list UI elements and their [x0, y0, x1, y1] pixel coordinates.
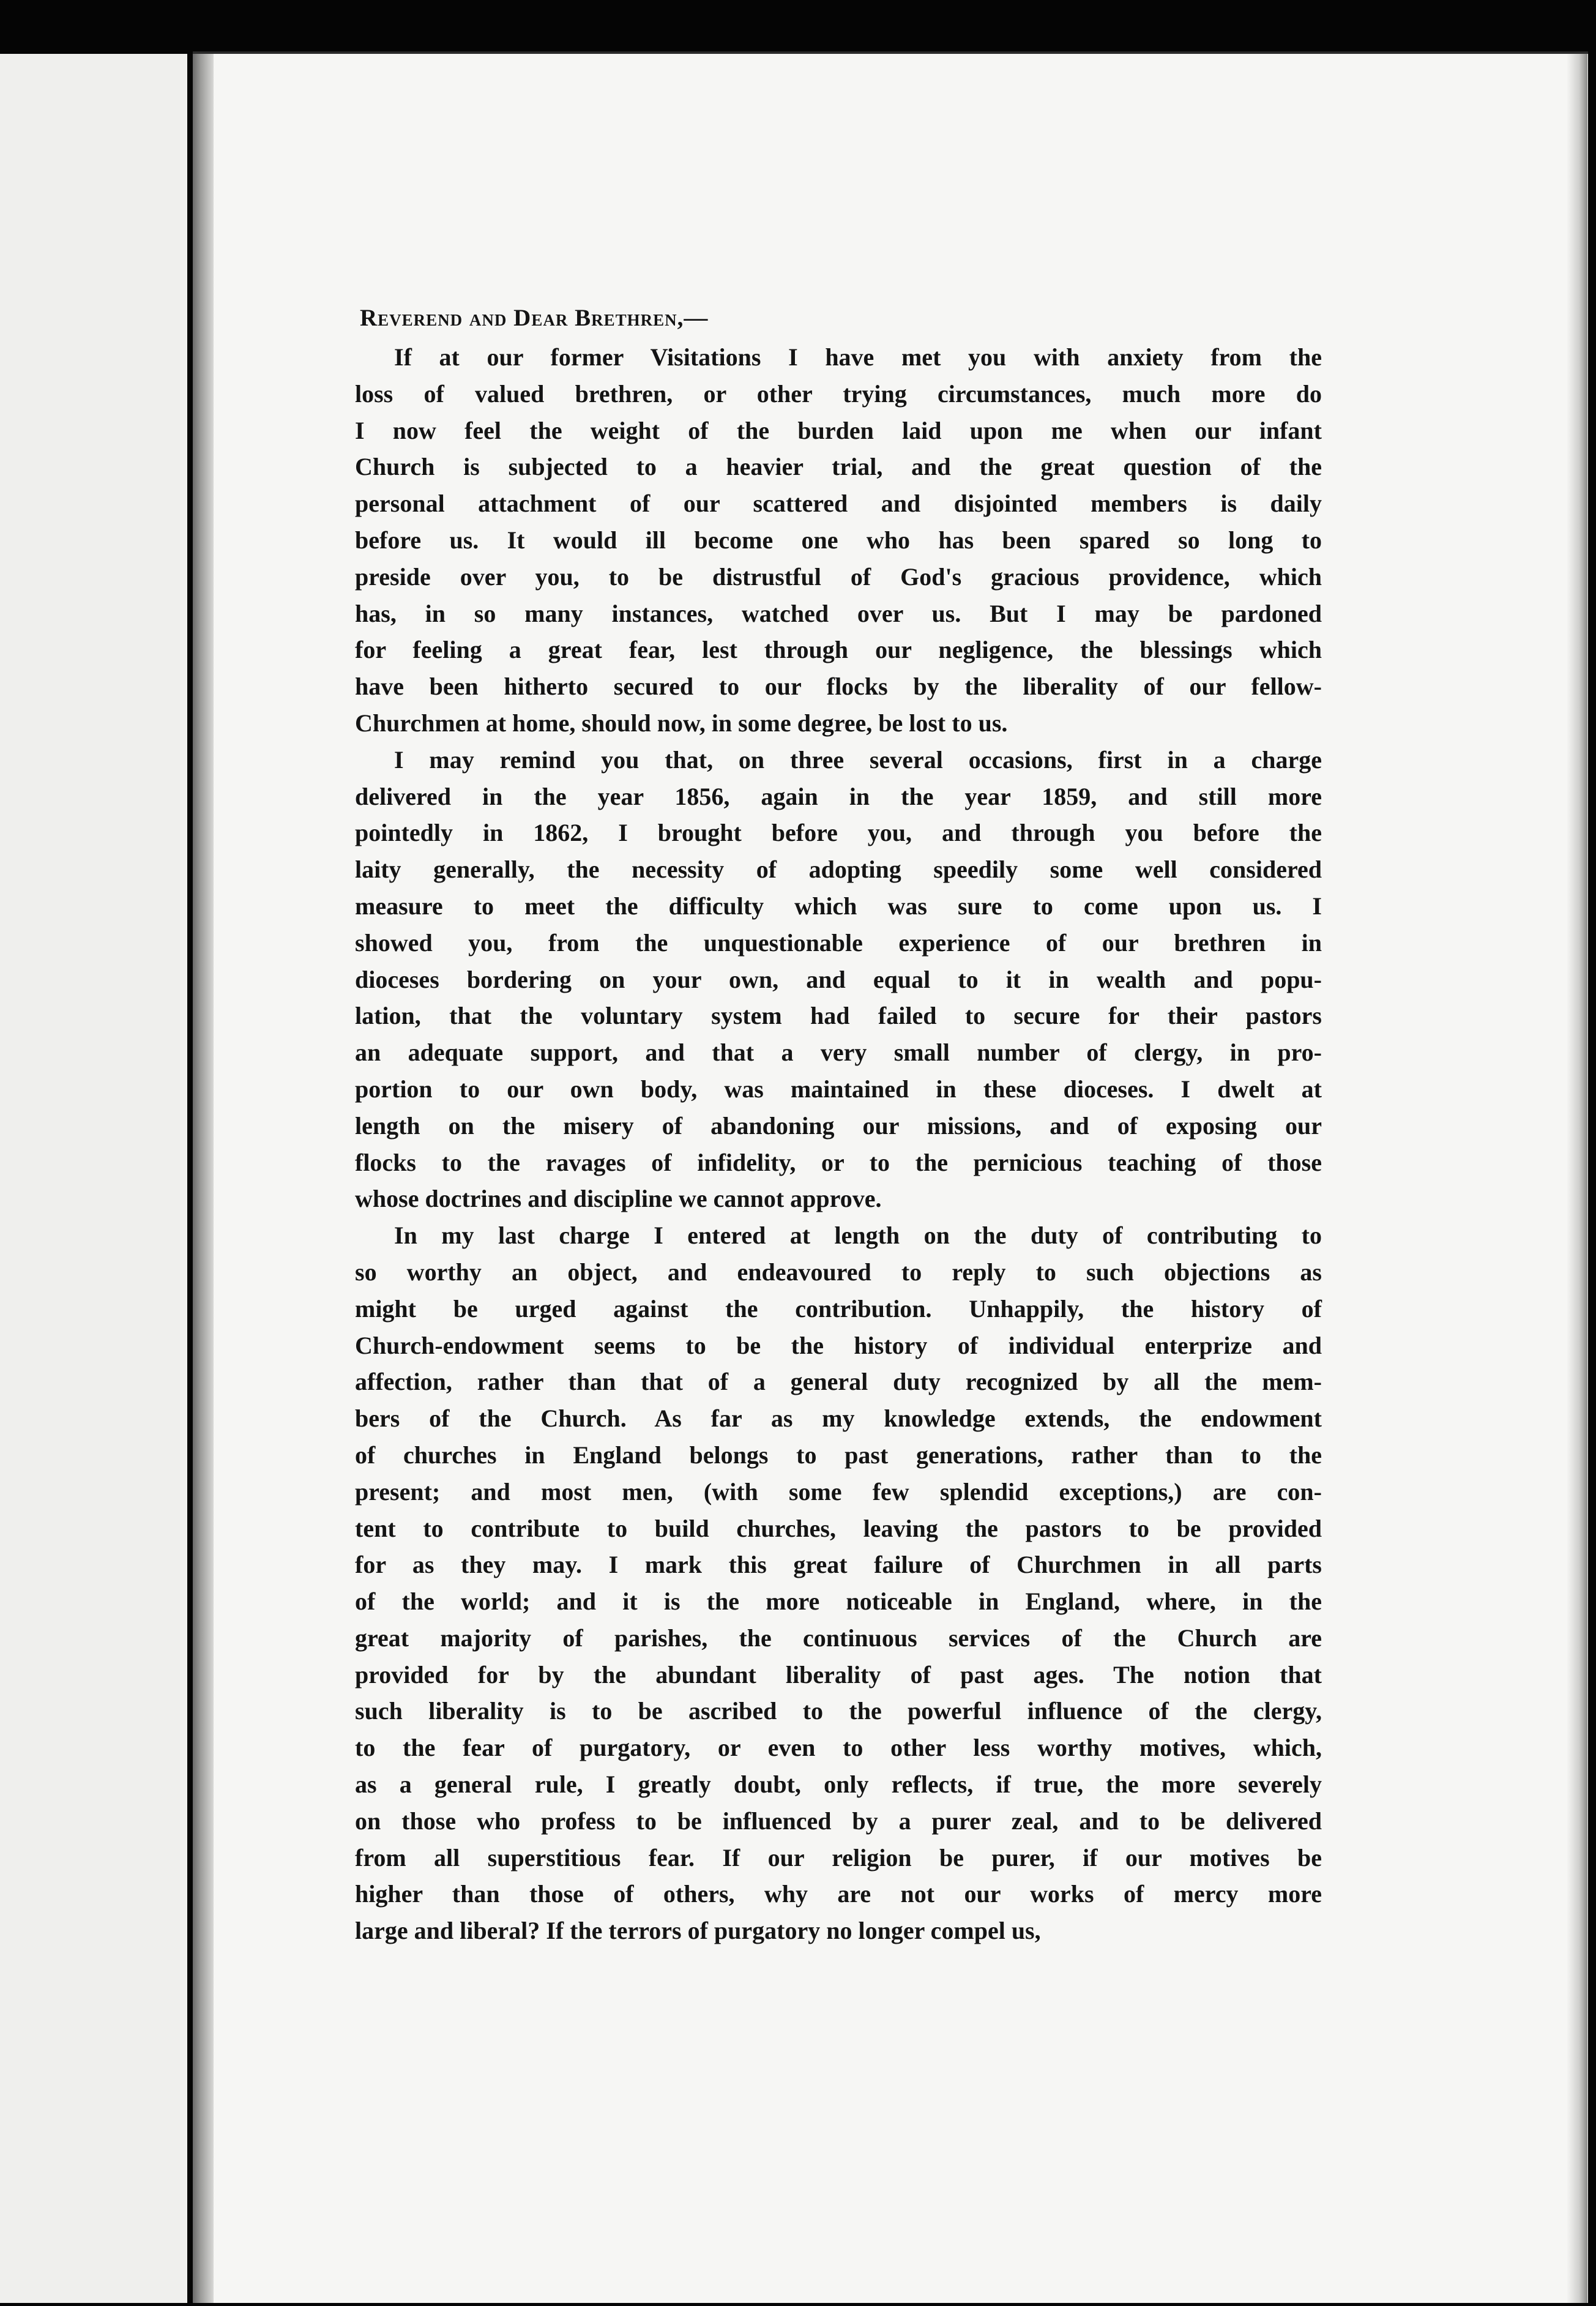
text-line: large and liberal? If the terrors of purgatory no longer compel us, — [355, 1917, 1041, 1945]
facing-blank-page — [0, 54, 187, 2303]
text-line: of churches in England belongs to past generations, rather than to the — [355, 1441, 1322, 1469]
text-line: might be urged against the contribution. Unhappily, the history of — [355, 1294, 1322, 1323]
text-line: provided for by the abundant liberality of past ages. The notion that — [355, 1660, 1322, 1688]
text-line: whose doctrines and discipline we cannot approve. — [355, 1185, 882, 1213]
text-line: higher than those of others, why are not our works of mercy more — [355, 1880, 1322, 1908]
text-line: I now feel the weight of the burden laid upon me when our infant — [355, 416, 1322, 444]
text-line: from all superstitious fear. If our religion be purer, if our motives be — [355, 1843, 1322, 1871]
paragraph — [355, 742, 1322, 1217]
text-line: delivered in the year 1856, again in the year 1859, and still more — [355, 782, 1322, 810]
text-line: on those who profess to be influenced by a purer zeal, and to be delivered — [355, 1807, 1322, 1835]
text-line: Churchmen at home, should now, in some degree, be lost to us. — [355, 709, 1008, 737]
text-line: before us. It would ill become one who has been spared so long to — [355, 526, 1322, 554]
text-line: an adequate support, and that a very small number of clergy, in pro- — [355, 1039, 1322, 1067]
text-line: tent to contribute to build churches, leaving the pastors to be provided — [355, 1514, 1322, 1542]
text-line: lation, that the voluntary system had failed to secure for their pastors — [355, 1002, 1322, 1030]
body-text — [355, 300, 1322, 1949]
page-gutter-shadow — [193, 54, 214, 2303]
text-line: Church is subjected to a heavier trial, and the great question of the — [355, 453, 1322, 481]
text-line: measure to meet the difficulty which was sure to come upon us. I — [355, 892, 1322, 920]
paragraph — [355, 339, 1322, 742]
text-line: present; and most men, (with some few splendid exceptions,) are con- — [355, 1477, 1322, 1506]
text-line: great majority of parishes, the continuous services of the Church are — [355, 1624, 1322, 1652]
text-line: flocks to the ravages of infidelity, or to the pernicious teaching of those — [355, 1148, 1322, 1176]
text-line: such liberality is to be ascribed to the powerful influence of the clergy, — [355, 1697, 1322, 1725]
text-line: portion to our own body, was maintained in these dioceses. I dwelt at — [355, 1075, 1322, 1103]
salutation-heading: Reverend and Dear Brethren,— — [360, 305, 709, 331]
text-line: for feeling a great fear, lest through our negligence, the blessings which — [355, 636, 1322, 664]
text-line: has, in so many instances, watched over us. But I may be pardoned — [355, 599, 1322, 627]
text-line: preside over you, to be distrustful of God's gracious providence, which — [355, 562, 1322, 591]
paragraphs — [355, 339, 1322, 1949]
text-line: bers of the Church. As far as my knowledge extends, the endowment — [355, 1405, 1322, 1433]
text-line: laity generally, the necessity of adopting speedily some well considered — [355, 856, 1322, 884]
text-line: In my last charge I entered at length on the duty of contributing to — [394, 1222, 1322, 1250]
text-line: I may remind you that, on three several occasions, first in a charge — [394, 745, 1322, 774]
text-line: showed you, from the unquestionable experience of our brethren in — [355, 928, 1322, 957]
text-line: for as they may. I mark this great failure of Churchmen in all parts — [355, 1551, 1322, 1579]
text-line: personal attachment of our scattered and disjointed members is daily — [355, 490, 1322, 518]
text-line: Church-endowment seems to be the history of individual enterprize and — [355, 1331, 1322, 1359]
text-line: If at our former Visitations I have met you with anxiety from the — [394, 343, 1322, 371]
text-line: length on the misery of abandoning our missions, and of exposing our — [355, 1111, 1322, 1140]
text-line: to the fear of purgatory, or even to other less worthy motives, which, — [355, 1734, 1322, 1762]
text-line: dioceses bordering on your own, and equal to it in wealth and popu- — [355, 965, 1322, 993]
paragraph — [355, 1217, 1322, 1949]
text-line: as a general rule, I greatly doubt, only reflects, if true, the more severely — [355, 1771, 1322, 1799]
text-line: affection, rather than that of a general duty recognized by all the mem- — [355, 1368, 1322, 1396]
text-line: of the world; and it is the more noticeable in England, where, in the — [355, 1588, 1322, 1616]
text-line: pointedly in 1862, I brought before you, and through you before the — [355, 819, 1322, 847]
text-line: have been hitherto secured to our flocks by the liberality of our fellow- — [355, 673, 1322, 701]
page-right-edge — [1567, 54, 1587, 2303]
text-line: loss of valued brethren, or other trying circumstances, much more do — [355, 379, 1322, 408]
text-line: so worthy an object, and endeavoured to reply to such objections as — [355, 1258, 1322, 1286]
